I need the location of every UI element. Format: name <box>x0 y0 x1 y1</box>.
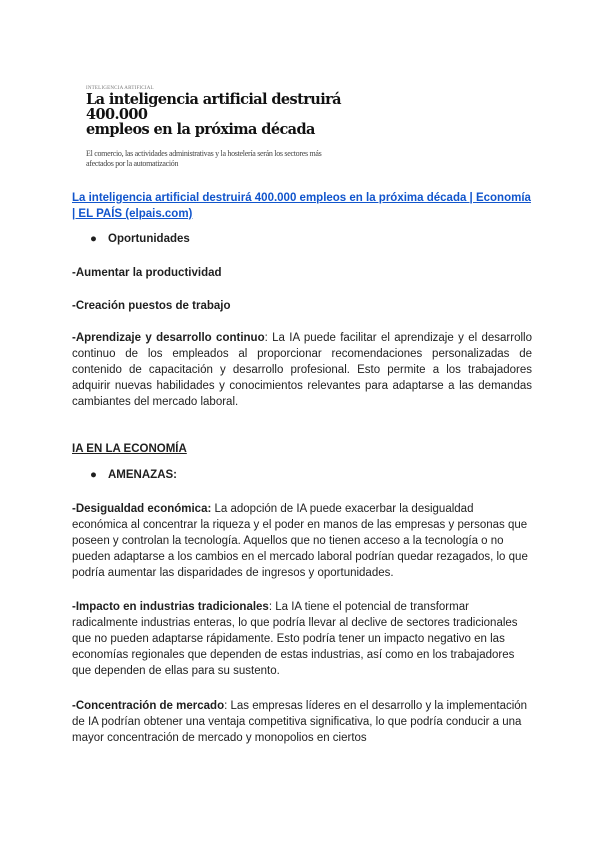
clipping-headline-line2: empleos en la próxima década <box>86 121 315 138</box>
opportunity-learning-label: -Aprendizaje y desarrollo continuo <box>72 332 265 344</box>
threat-inequality-text: La adopción de IA puede exacerbar la desigualdad económica al concentrar la riqueza y el poder en manos de las empresas y personas que poseen y controlan la tecnología. Aquellos que no tienen acceso a la tecnología o no pueden adaptarse a los cambios en el mercado laboral podrían quedar rezagados, lo que podría aumentar las disparidades de ingresos y oportunidades. <box>72 503 528 579</box>
clipping-subtitle-line2: afectados por la automatización <box>86 159 179 168</box>
bullet-icon: ● <box>90 233 97 245</box>
clipping-subtitle-line1: El comercio, las actividades administrativas y la hostelería serán los sectores más <box>86 149 322 158</box>
clipping-headline <box>86 92 346 137</box>
opportunity-jobs: -Creación puestos de trabajo <box>72 300 231 312</box>
source-link[interactable]: La inteligencia artificial destruirá 400.000 empleos en la próxima década | Economía | EL PAÍS (elpais.com) <box>72 192 531 220</box>
threat-concentration-label: -Concentración de mercado <box>72 700 225 712</box>
opportunity-learning-paragraph <box>72 330 532 410</box>
opportunity-learning-text: : La IA puede facilitar el aprendizaje y el desarrollo continuo de los empleados al proporcionar recomendaciones personalizadas de contenido de capacitación y desarrollo profesional. Esto permite a los trabajadores adquirir nuevas habilidades y conocimientos relevantes para adaptarse a las demandas cambiantes del mercado laboral. <box>72 332 532 408</box>
clipping-subtitle <box>86 149 346 169</box>
opportunities-bullet-item <box>90 233 190 245</box>
news-clipping-image <box>86 86 346 169</box>
threat-inequality-label: -Desigualdad económica: <box>72 503 212 515</box>
threat-industries-paragraph <box>72 599 532 679</box>
clipping-kicker: INTELIGENCIA ARTIFICIAL <box>86 86 154 91</box>
opportunities-title: Oportunidades <box>108 233 190 245</box>
threats-title: AMENAZAS: <box>108 469 177 481</box>
economy-heading: IA EN LA ECONOMÍA <box>72 443 187 455</box>
threat-industries-label: -Impacto en industrias tradicionales <box>72 601 269 613</box>
threats-bullet-item <box>90 469 177 481</box>
threat-inequality-paragraph <box>72 501 532 581</box>
clipping-headline-line1: La inteligencia artificial destruirá 400.000 <box>86 91 341 123</box>
bullet-icon: ● <box>90 469 97 481</box>
threat-concentration-paragraph <box>72 698 532 746</box>
threat-concentration-text: : Las empresas líderes en el desarrollo y la implementación de IA podrían obtener una ventaja competitiva significativa, lo que podría conducir a una mayor concentración de mercado y monopolios en ciertos <box>72 700 528 744</box>
opportunity-productivity: -Aumentar la productividad <box>72 267 222 279</box>
threat-industries-text: : La IA tiene el potencial de transformar radicalmente industrias enteras, lo que podría llevar al declive de sectores tradicionales que no pueden adaptarse rápidamente. Esto podría tener un impacto negativo en las economías regionales que dependen de estas industrias, así como en los trabajadores que dependen de ellas para su sustento. <box>72 601 518 677</box>
